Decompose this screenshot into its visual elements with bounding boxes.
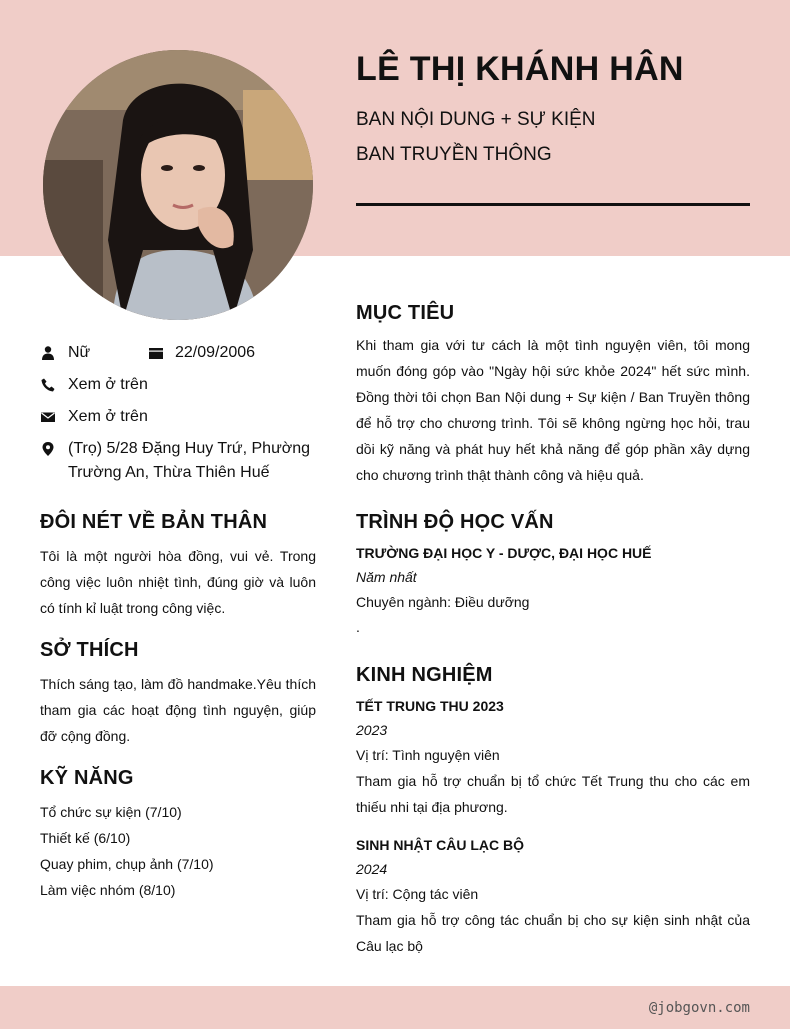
phone-value: Xem ở trên (68, 376, 148, 393)
objective-heading: MỤC TIÊU (356, 302, 455, 324)
calendar-icon (148, 341, 164, 365)
person-icon (40, 341, 56, 365)
role-1: BAN NỘI DUNG + SỰ KIỆN (356, 109, 596, 130)
experience-description: Tham gia hỗ trợ công tác chuẩn bị cho sự kiện sinh nhật của Câu lạc bộ (356, 912, 750, 954)
hobbies-heading: SỞ THÍCH (40, 639, 139, 661)
education-major: Chuyên ngành: Điều dưỡng (356, 594, 530, 610)
birthdate-row (148, 341, 255, 365)
gender-value: Nữ (68, 344, 91, 361)
experience-year: 2024 (356, 861, 388, 877)
address-value: (Trọ) 5/28 Đặng Huy Trứ, Phường Trường An, Thừa Thiên Huế (68, 440, 311, 481)
address-row (40, 437, 315, 485)
email-icon (40, 405, 56, 429)
skills-heading: KỸ NĂNG (40, 767, 134, 789)
education-note: . (356, 619, 360, 635)
candidate-name: LÊ THỊ KHÁNH HÂN (356, 50, 684, 88)
email-value: Xem ở trên (68, 408, 148, 425)
birthdate-value: 22/09/2006 (175, 344, 256, 361)
hobbies-text: Thích sáng tạo, làm đồ handmake.Yêu thích tham gia các hoạt động tình nguyện, giúp đỡ cộng đồng. (40, 676, 316, 744)
education-school: TRƯỜNG ĐẠI HỌC Y - DƯỢC, ĐẠI HỌC HUẾ (356, 545, 652, 561)
profile-photo (43, 50, 313, 320)
experience-year: 2023 (356, 722, 388, 738)
experience-title: SINH NHẬT CÂU LẠC BỘ (356, 837, 524, 853)
experience-description: Tham gia hỗ trợ chuẩn bị tổ chức Tết Trung thu cho các em thiếu nhi tại địa phương. (356, 773, 750, 815)
skill-item: Quay phim, chụp ảnh (7/10) (40, 856, 214, 872)
phone-icon (40, 373, 56, 397)
location-icon (40, 437, 56, 461)
education-heading: TRÌNH ĐỘ HỌC VẤN (356, 511, 554, 533)
gender-row (40, 341, 90, 365)
about-heading: ĐÔI NÉT VỀ BẢN THÂN (40, 511, 268, 533)
skill-item: Làm việc nhóm (8/10) (40, 882, 176, 898)
objective-text: Khi tham gia với tư cách là một tình nguyện viên, tôi mong muốn đóng góp vào "Ngày hội sức khỏe 2024" hết sức mình. Đồng thời tôi chọn Ban Nội dung + Sự kiện / Ban Truyền thông để hỗ trợ cho chương trình. Tôi sẽ không ngừng học hỏi, trau dồi kỹ năng và phát huy hết khả năng để góp phần xây dựng cho chương trình thật thành công và hiệu quả. (356, 337, 750, 483)
experience-title: TẾT TRUNG THU 2023 (356, 698, 504, 714)
role-2: BAN TRUYỀN THÔNG (356, 144, 552, 165)
experience-position: Vị trí: Cộng tác viên (356, 886, 479, 902)
skill-item: Tổ chức sự kiện (7/10) (40, 804, 182, 820)
header-divider (356, 203, 750, 206)
email-row (40, 405, 148, 429)
skills-list (40, 799, 316, 903)
footer-watermark: @jobgovn.com (648, 1000, 750, 1016)
education-year: Năm nhất (356, 569, 417, 585)
phone-row (40, 373, 148, 397)
skill-item: Thiết kế (6/10) (40, 830, 131, 846)
experience-position: Vị trí: Tình nguyện viên (356, 747, 500, 763)
about-text: Tôi là một người hòa đồng, vui vẻ. Trong công việc luôn nhiệt tình, đúng giờ và luôn có tính kỉ luật trong công việc. (40, 548, 316, 616)
experience-heading: KINH NGHIỆM (356, 664, 493, 686)
